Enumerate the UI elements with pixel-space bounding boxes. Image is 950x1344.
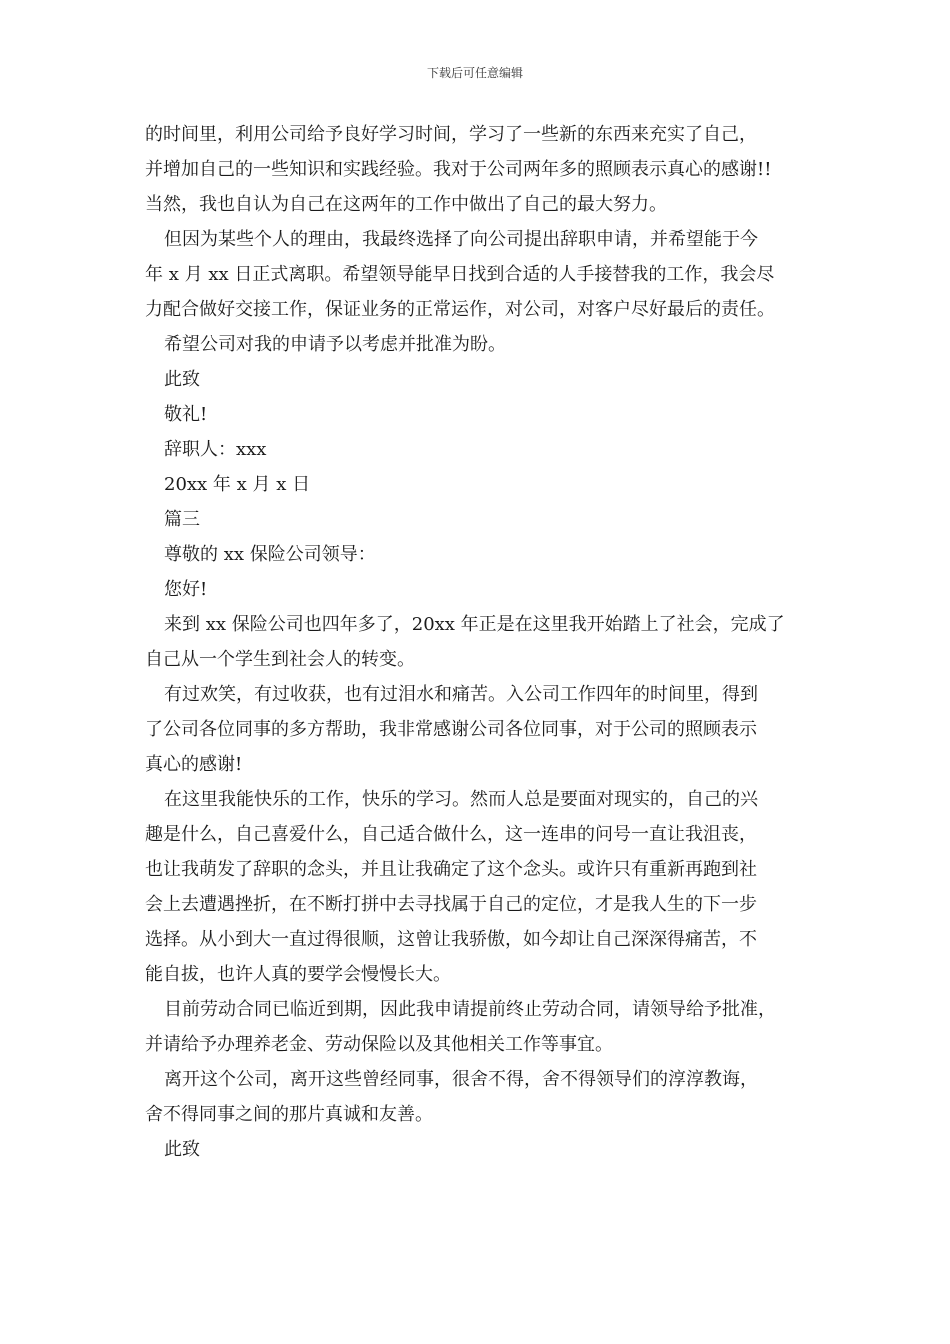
text-line: 真心的感谢!: [145, 754, 243, 775]
text-line: 此致: [164, 1139, 200, 1160]
text-line: 趣是什么，自己喜爱什么，自己适合做什么，这一连串的问号一直让我沮丧，: [145, 824, 757, 845]
text-line: 但因为某些个人的理由，我最终选择了向公司提出辞职申请，并希望能于今: [164, 229, 758, 250]
text-line: 篇三: [164, 509, 200, 530]
text-line: 您好!: [164, 579, 208, 600]
page-header: 下载后可任意编辑: [426, 66, 523, 80]
text-line: 希望公司对我的申请予以考虑并批准为盼。: [164, 334, 506, 355]
text-line: 的时间里，利用公司给予良好学习时间，学习了一些新的东西来充实了自己，: [145, 124, 757, 145]
text-line: 尊敬的 xx 保险公司领导：: [164, 544, 376, 565]
text-line: 年 x 月 xx 日正式离职。希望领导能早日找到合适的人手接替我的工作，我会尽: [145, 264, 775, 285]
text-line: 来到 xx 保险公司也四年多了，20xx 年正是在这里我开始踏上了社会，完成了: [164, 614, 785, 635]
text-line: 也让我萌发了辞职的念头，并且让我确定了这个念头。或许只有重新再跑到社: [145, 859, 757, 880]
text-line: 辞职人：xxx: [164, 439, 267, 460]
text-line: 敬礼!: [164, 404, 208, 425]
text-line: 能自拔，也许人真的要学会慢慢长大。: [145, 964, 451, 985]
document-body: [145, 117, 825, 1167]
text-line: 了公司各位同事的多方帮助，我非常感谢公司各位同事，对于公司的照顾表示: [145, 719, 757, 740]
text-line: 有过欢笑，有过收获，也有过泪水和痛苦。入公司工作四年的时间里，得到: [164, 684, 758, 705]
text-line: 自己从一个学生到社会人的转变。: [145, 649, 415, 670]
text-line: 在这里我能快乐的工作，快乐的学习。然而人总是要面对现实的，自己的兴: [164, 789, 758, 810]
text-line: 会上去遭遇挫折，在不断打拼中去寻找属于自己的定位，才是我人生的下一步: [145, 894, 757, 915]
text-line: 舍不得同事之间的那片真诚和友善。: [145, 1104, 433, 1125]
text-line: 并请给予办理养老金、劳动保险以及其他相关工作等事宜。: [145, 1034, 613, 1055]
text-line: 并增加自己的一些知识和实践经验。我对于公司两年多的照顾表示真心的感谢!!: [145, 159, 772, 180]
text-line: 当然，我也自认为自己在这两年的工作中做出了自己的最大努力。: [145, 194, 667, 215]
text-line: 此致: [164, 369, 200, 390]
text-line: 目前劳动合同已临近到期，因此我申请提前终止劳动合同，请领导给予批准，: [164, 999, 776, 1020]
text-line: 离开这个公司，离开这些曾经同事，很舍不得，舍不得领导们的淳淳教诲，: [164, 1069, 758, 1090]
text-line: 20xx 年 x 月 x 日: [164, 474, 311, 495]
text-line: 力配合做好交接工作，保证业务的正常运作，对公司，对客户尽好最后的责任。: [145, 299, 775, 320]
text-line: 选择。从小到大一直过得很顺，这曾让我骄傲，如今却让自己深深得痛苦，不: [145, 929, 757, 950]
